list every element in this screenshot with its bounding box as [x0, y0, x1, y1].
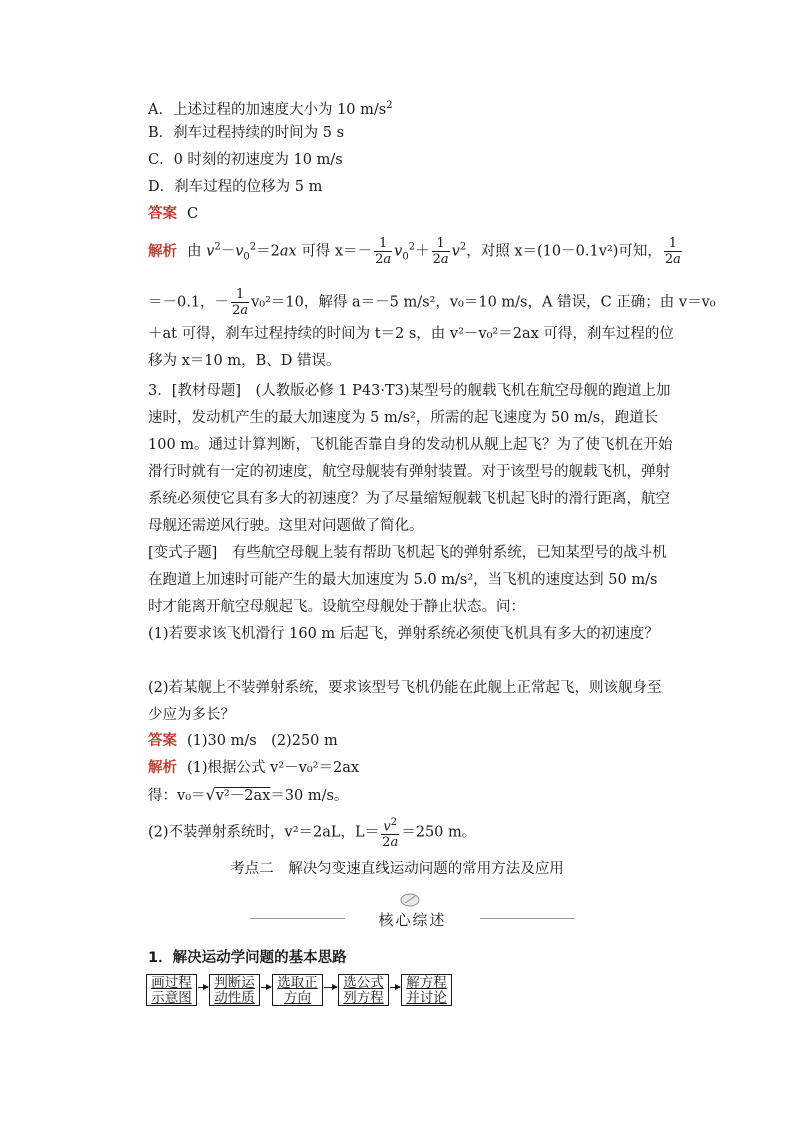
analysis-1-line-1: 解析 由 $v^2-v_0^2=2ax$ 可得 x＝－ $\frac{1}{2a}$ $v_0^2+$ $\frac{1}{2a}$ $v^2$，对照 x＝(10－0.1v²)可知， $\frac{1}{2a}$ [148, 236, 681, 267]
banner-title: 核心综述 [378, 911, 447, 929]
section-title: 考点二 解决匀变速直线运动问题的常用方法及应用 [230, 861, 564, 877]
leaf-icon [399, 892, 421, 908]
answer-2: 答案 (1)30 m/s (2)250 m [148, 732, 338, 749]
option-d: D．刹车过程的位移为 5 m [148, 179, 323, 195]
banner-line-right [480, 918, 575, 919]
analysis-2-line-3: (2)不装弹射系统时，v²＝2aL，L＝ $\frac{v^2}{2a}$ ＝250 m。 [148, 817, 477, 851]
core-summary-banner [250, 892, 575, 932]
analysis-1-line-3: ＋at 可得，刹车过程持续的时间为 t＝2 s，由 v²－v₀²＝2ax 可得，刹车过程的位 [148, 326, 674, 342]
flow-arrow [261, 987, 271, 988]
analysis-1-line-4: 移为 x＝10 m，B、D 错误。 [148, 353, 341, 369]
analysis-2-line-2: 得：v₀＝√v²－2ax＝30 m/s。 [148, 785, 349, 804]
point-1-heading: 1．解决运动学问题的基本思路 [148, 950, 347, 966]
answer-1 [148, 204, 198, 224]
flow-arrow [390, 987, 400, 988]
flow-step-5: 解方程 并讨论 [401, 974, 452, 1006]
analysis-2-line-1: 解析 (1)根据公式 v²－v₀²＝2ax [148, 759, 360, 776]
flow-step-2: 判断运 动性质 [209, 974, 260, 1006]
analysis-1-line-2: ＝－0.1，－ $\frac{1}{2a}$ v₀²＝10，解得 a＝－5 m/s²，v₀＝10 m/s，A 错误，C 正确；由 v＝v₀ [148, 287, 716, 318]
flow-step-3: 选取正 方向 [272, 974, 323, 1006]
variant-question-2: (2)若某舰上不装弹射系统，要求该型号飞机仍能在此舰上正常起飞，则该舰身至少应为多长？ [148, 680, 662, 723]
flow-step-4: 选公式 列方程 [338, 974, 389, 1006]
answer-value: C [187, 206, 199, 222]
flow-arrow [324, 987, 337, 988]
flow-step-1: 画过程 示意图 [146, 974, 197, 1006]
variant-problem: [变式子题] 有些航空母舰上装有帮助飞机起飞的弹射系统，已知某型号的战斗机在跑道上加速时可能产生的最大加速度为 5.0 m/s²，当飞机的速度达到 50 m/s 时才能离开航空母舰起飞。设航空母舰处于静止状态。问： [148, 545, 667, 615]
flow-arrow [198, 987, 208, 988]
option-a: A．上述过程的加速度大小为 10 $m/s^2$ [148, 100, 393, 118]
analysis-label: 解析 [148, 242, 177, 260]
problem-3: 3．[教材母题] (人教版必修 1 P43·T3)某型号的舰载飞机在航空母舰的跑道上加速时，发动机产生的最大加速度为 5 m/s²，所需的起飞速度为 50 m/s，跑道长 100 m。通过计算判断，飞机能否靠自身的发动机从舰上起飞？为了使飞机在开始滑行时就有一定的初速度，航空母舰装有弹射装置。对于该型号的舰载飞机，弹射系统必须使它具有多大的初速度？为了尽量缩短舰载飞机起飞时的滑行距离，航空母舰还需逆风行驶。这里对问题做了简化。 [148, 383, 673, 534]
answer-label: 答案 [148, 205, 177, 222]
option-b: B．刹车过程持续的时间为 5 s [148, 125, 345, 141]
option-c: C．0 时刻的初速度为 10 m/s [148, 152, 343, 168]
variant-question-1: (1)若要求该飞机滑行 160 m 后起飞，弹射系统必须使飞机具有多大的初速度？ [148, 626, 659, 642]
